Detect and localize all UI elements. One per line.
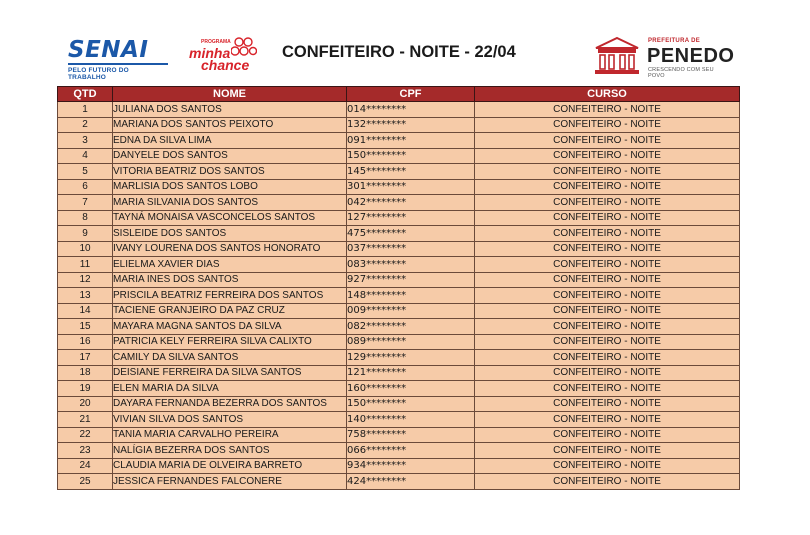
student-name: TACIENE GRANJEIRO DA PAZ CRUZ [113,303,347,319]
student-name: ELEN MARIA DA SILVA [113,381,347,397]
student-name: JULIANA DOS SANTOS [113,102,347,118]
student-cpf: 927******** [347,272,475,288]
student-cpf: 037******** [347,241,475,257]
row-number: 24 [58,458,113,474]
student-name: DEISIANE FERREIRA DA SILVA SANTOS [113,365,347,381]
student-name: MARIANA DOS SANTOS PEIXOTO [113,117,347,133]
course-name: CONFEITEIRO - NOITE [475,303,740,319]
course-name: CONFEITEIRO - NOITE [475,148,740,164]
table-row [58,381,740,397]
student-cpf: 014******** [347,102,475,118]
student-cpf: 475******** [347,226,475,242]
course-name: CONFEITEIRO - NOITE [475,319,740,335]
row-number: 14 [58,303,113,319]
row-number: 4 [58,148,113,164]
people-circles-icon [231,36,257,58]
student-cpf: 758******** [347,427,475,443]
table-row [58,396,740,412]
table-row [58,443,740,459]
row-number: 13 [58,288,113,304]
row-number: 20 [58,396,113,412]
table-row [58,458,740,474]
row-number: 19 [58,381,113,397]
row-number: 7 [58,195,113,211]
course-name: CONFEITEIRO - NOITE [475,257,740,273]
student-cpf: 127******** [347,210,475,226]
program-small-label: PROGRAMA [201,39,231,45]
table-row [58,164,740,180]
student-name: DANYELE DOS SANTOS [113,148,347,164]
row-number: 15 [58,319,113,335]
table-row [58,179,740,195]
student-cpf: 424******** [347,474,475,490]
student-cpf: 145******** [347,164,475,180]
student-cpf: 301******** [347,179,475,195]
course-name: CONFEITEIRO - NOITE [475,102,740,118]
student-name: IVANY LOURENA DOS SANTOS HONORATO [113,241,347,257]
city-hall-icon [592,36,642,76]
student-cpf: 934******** [347,458,475,474]
table-row [58,272,740,288]
table-row [58,210,740,226]
table-row [58,241,740,257]
student-cpf: 121******** [347,365,475,381]
row-number: 25 [58,474,113,490]
row-number: 10 [58,241,113,257]
row-number: 1 [58,102,113,118]
table-row [58,102,740,118]
student-cpf: 089******** [347,334,475,350]
table-row [58,133,740,149]
table-row [58,334,740,350]
row-number: 5 [58,164,113,180]
row-number: 23 [58,443,113,459]
column-header-cpf: CPF [347,87,475,102]
table-row [58,195,740,211]
student-cpf: 150******** [347,148,475,164]
course-name: CONFEITEIRO - NOITE [475,365,740,381]
senai-tagline: PELO FUTURO DO TRABALHO [68,67,129,81]
table-row [58,226,740,242]
program-word-chance: chance [201,57,250,73]
course-name: CONFEITEIRO - NOITE [475,427,740,443]
table-row [58,257,740,273]
city-name: PENEDO [647,45,735,67]
student-cpf: 042******** [347,195,475,211]
student-name: SISLEIDE DOS SANTOS [113,226,347,242]
student-cpf: 150******** [347,396,475,412]
course-name: CONFEITEIRO - NOITE [475,474,740,490]
table-row [58,288,740,304]
table-row [58,412,740,428]
document-header [0,0,810,85]
student-name: MARIA INES DOS SANTOS [113,272,347,288]
student-name: CAMILY DA SILVA SANTOS [113,350,347,366]
table-row [58,350,740,366]
table-header-row [58,87,740,102]
senai-logo [68,38,168,81]
course-name: CONFEITEIRO - NOITE [475,133,740,149]
course-name: CONFEITEIRO - NOITE [475,241,740,257]
course-name: CONFEITEIRO - NOITE [475,117,740,133]
student-cpf: 082******** [347,319,475,335]
student-name: JESSICA FERNANDES FALCONERE [113,474,347,490]
row-number: 6 [58,179,113,195]
row-number: 8 [58,210,113,226]
student-cpf: 129******** [347,350,475,366]
row-number: 2 [58,117,113,133]
student-name: TAYNÁ MONAISA VASCONCELOS SANTOS [113,210,347,226]
row-number: 12 [58,272,113,288]
table-row [58,303,740,319]
row-number: 9 [58,226,113,242]
student-name: MARLISIA DOS SANTOS LOBO [113,179,347,195]
course-name: CONFEITEIRO - NOITE [475,195,740,211]
student-name: PRISCILA BEATRIZ FERREIRA DOS SANTOS [113,288,347,304]
student-name: ELIELMA XAVIER DIAS [113,257,347,273]
student-cpf: 140******** [347,412,475,428]
column-header-nome: NOME [113,87,347,102]
program-word-minha: minha [189,45,231,61]
senai-logo-word: SENAI [68,38,168,65]
row-number: 3 [58,133,113,149]
student-cpf: 091******** [347,133,475,149]
course-name: CONFEITEIRO - NOITE [475,381,740,397]
column-header-qtd: QTD [58,87,113,102]
student-name: MAYARA MAGNA SANTOS DA SILVA [113,319,347,335]
table-row [58,474,740,490]
student-name: DAYARA FERNANDA BEZERRA DOS SANTOS [113,396,347,412]
course-name: CONFEITEIRO - NOITE [475,272,740,288]
penedo-logo [592,36,735,79]
student-cpf: 148******** [347,288,475,304]
minha-chance-logo [185,36,265,76]
row-number: 16 [58,334,113,350]
column-header-curso: CURSO [475,87,740,102]
city-tagline: CRESCENDO COM SEU POVO [648,67,714,79]
course-name: CONFEITEIRO - NOITE [475,458,740,474]
row-number: 22 [58,427,113,443]
page-title: CONFEITEIRO - NOITE - 22/04 [282,43,516,61]
table-row [58,148,740,164]
course-name: CONFEITEIRO - NOITE [475,226,740,242]
student-name: VIVIAN SILVA DOS SANTOS [113,412,347,428]
row-number: 18 [58,365,113,381]
course-name: CONFEITEIRO - NOITE [475,350,740,366]
student-name: PATRICIA KELY FERREIRA SILVA CALIXTO [113,334,347,350]
course-name: CONFEITEIRO - NOITE [475,288,740,304]
table-body [58,102,740,490]
course-name: CONFEITEIRO - NOITE [475,164,740,180]
student-name: CLAUDIA MARIA DE OLVEIRA BARRETO [113,458,347,474]
row-number: 11 [58,257,113,273]
course-name: CONFEITEIRO - NOITE [475,179,740,195]
student-name: NALÍGIA BEZERRA DOS SANTOS [113,443,347,459]
student-cpf: 160******** [347,381,475,397]
enrollment-table [57,86,740,490]
student-cpf: 083******** [347,257,475,273]
student-name: MARIA SILVANIA DOS SANTOS [113,195,347,211]
course-name: CONFEITEIRO - NOITE [475,443,740,459]
row-number: 17 [58,350,113,366]
table-row [58,319,740,335]
course-name: CONFEITEIRO - NOITE [475,412,740,428]
course-name: CONFEITEIRO - NOITE [475,334,740,350]
row-number: 21 [58,412,113,428]
student-cpf: 066******** [347,443,475,459]
student-name: TANIA MARIA CARVALHO PEREIRA [113,427,347,443]
student-name: EDNA DA SILVA LIMA [113,133,347,149]
student-name: VITORIA BEATRIZ DOS SANTOS [113,164,347,180]
table-row [58,365,740,381]
table-row [58,427,740,443]
course-name: CONFEITEIRO - NOITE [475,210,740,226]
city-prefix: PREFEITURA DE [648,38,701,44]
course-name: CONFEITEIRO - NOITE [475,396,740,412]
table-row [58,117,740,133]
student-cpf: 009******** [347,303,475,319]
student-cpf: 132******** [347,117,475,133]
